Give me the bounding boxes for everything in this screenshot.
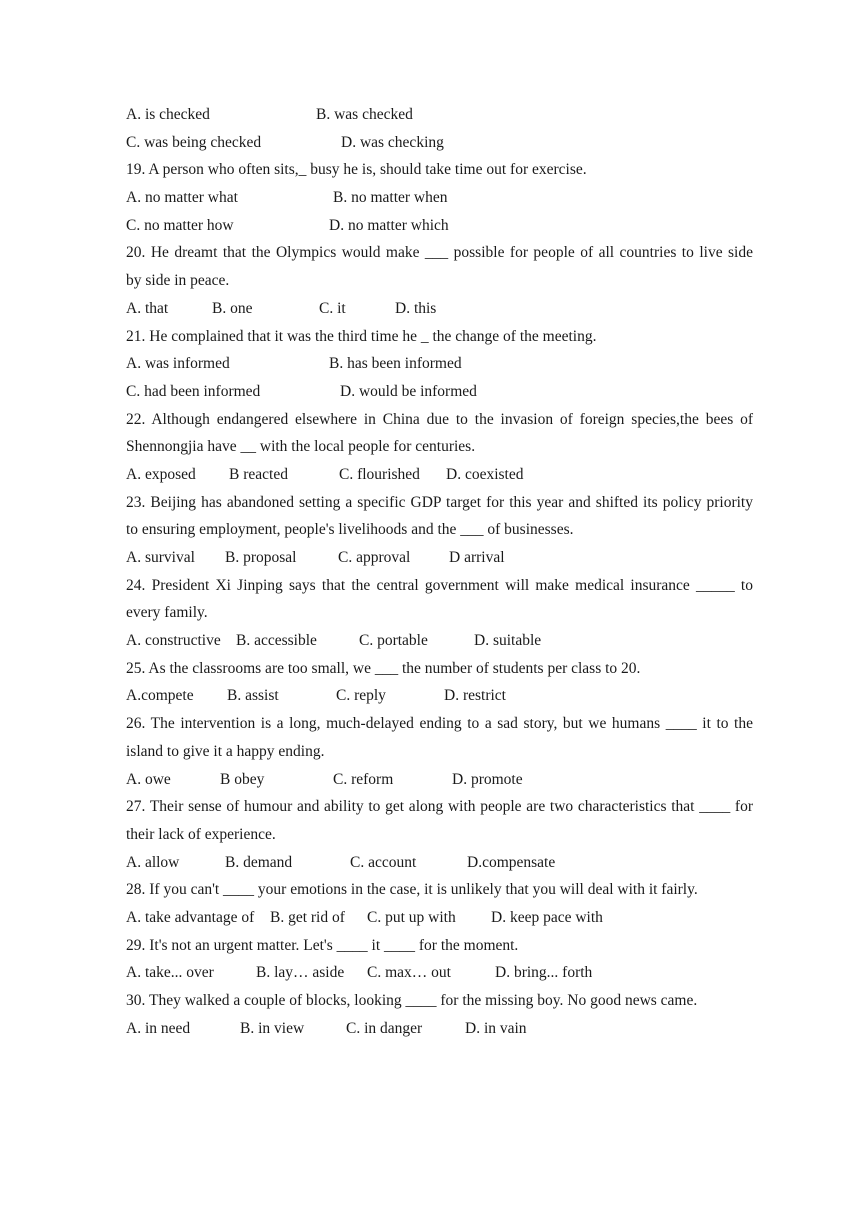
q23-stem-line-2: to ensuring employment, people's livelihoods and the ___ of businesses.	[126, 521, 574, 539]
q22-options-row	[126, 461, 753, 489]
q20-stem-line-1: 20. He dreamt that the Olympics would make ___ possible for people of all countries to live side	[126, 244, 753, 262]
q22-option-c: C. flourished	[339, 465, 420, 483]
q21-option-a: A. was informed	[126, 355, 230, 373]
q23-options-row	[126, 544, 753, 572]
q25-options-row	[126, 682, 753, 710]
q20-option-d: D. this	[395, 299, 437, 317]
q19-options-row-2	[126, 212, 753, 240]
q18-options-row-1	[126, 101, 753, 129]
q25-option-a: A.compete	[126, 687, 194, 705]
q24-option-c: C. portable	[359, 632, 428, 650]
q18-option-d: D. was checking	[341, 133, 444, 151]
q21-option-c: C. had been informed	[126, 382, 261, 400]
q24-stem-line-2: every family.	[126, 604, 208, 622]
q27-option-a: A. allow	[126, 853, 180, 871]
q25-stem: 25. As the classrooms are too small, we ___ the number of students per class to 20.	[126, 659, 641, 677]
q24-stem-line-1: 24. President Xi Jinping says that the central government will make medical insurance _____ to	[126, 576, 753, 594]
q30-option-b: B. in view	[240, 1019, 305, 1037]
q29-stem: 29. It's not an urgent matter. Let's ____ it ____ for the moment.	[126, 936, 519, 954]
q21-options-row-2	[126, 378, 753, 406]
q28-option-c: C. put up with	[367, 908, 456, 926]
q19-option-a: A. no matter what	[126, 189, 238, 207]
q25-option-d: D. restrict	[444, 687, 506, 705]
q24-option-d: D. suitable	[474, 632, 542, 650]
q27-option-d: D.compensate	[467, 853, 556, 871]
q27-option-b: B. demand	[225, 853, 293, 871]
q25-option-b: B. assist	[227, 687, 279, 705]
q24-option-b: B. accessible	[236, 632, 317, 650]
q23-option-b: B. proposal	[225, 549, 297, 566]
q27-option-c: C. account	[350, 853, 417, 871]
q21-option-d: D. would be informed	[340, 382, 477, 400]
q19-option-b: B. no matter when	[333, 189, 448, 207]
q27-stem-line-2: their lack of experience.	[126, 825, 276, 843]
q18-option-a: A. is checked	[126, 106, 210, 123]
q28-option-a: A. take advantage of	[126, 908, 255, 926]
q22-option-a: A. exposed	[126, 465, 196, 483]
q28-stem: 28. If you can't ____ your emotions in the case, it is unlikely that you will deal with it fairly.	[126, 881, 698, 899]
q24-options-row	[126, 627, 753, 655]
q24-option-a: A. constructive	[126, 632, 221, 650]
q23-option-d: D arrival	[449, 549, 505, 566]
q28-option-d: D. keep pace with	[491, 908, 603, 926]
q18-option-b: B. was checked	[316, 106, 413, 123]
q25-option-c: C. reply	[336, 687, 386, 705]
q19-stem: 19. A person who often sits,_ busy he is, should take time out for exercise.	[126, 161, 587, 179]
q21-options-row-1	[126, 350, 753, 378]
q26-options-row	[126, 766, 753, 794]
q19-option-c: C. no matter how	[126, 216, 234, 234]
q30-option-d: D. in vain	[465, 1019, 527, 1037]
q30-stem: 30. They walked a couple of blocks, looking ____ for the missing boy. No good news came.	[126, 992, 698, 1009]
q28-option-b: B. get rid of	[270, 908, 345, 926]
q18-option-c: C. was being checked	[126, 133, 262, 151]
q20-stem-line-2: by side in peace.	[126, 272, 230, 290]
q30-option-c: C. in danger	[346, 1019, 423, 1037]
q22-option-b: B reacted	[229, 465, 288, 483]
q27-stem-line-1: 27. Their sense of humour and ability to get along with people are two characteristics that ____ for	[126, 798, 753, 816]
q18-options-row-2	[126, 129, 753, 157]
q23-stem-line-1: 23. Beijing has abandoned setting a specific GDP target for this year and shifted its policy priority	[126, 493, 753, 511]
q26-option-b: B obey	[220, 770, 265, 788]
q29-options-row	[126, 959, 753, 987]
q27-options-row	[126, 849, 753, 877]
q21-option-b: B. has been informed	[329, 355, 462, 373]
q29-option-c: C. max… out	[367, 964, 451, 982]
q23-option-c: C. approval	[338, 549, 411, 566]
q30-options-row	[126, 1015, 753, 1043]
q22-stem-line-1: 22. Although endangered elsewhere in China due to the invasion of foreign species,the bees of	[126, 410, 753, 428]
q26-option-a: A. owe	[126, 770, 171, 788]
q21-stem: 21. He complained that it was the third time he _ the change of the meeting.	[126, 327, 597, 345]
q26-stem-line-2: island to give it a happy ending.	[126, 742, 325, 760]
q23-option-a: A. survival	[126, 549, 195, 566]
q20-option-a: A. that	[126, 299, 169, 317]
q29-option-b: B. lay… aside	[256, 964, 345, 982]
q29-option-d: D. bring... forth	[495, 964, 593, 982]
q20-options-row	[126, 295, 753, 323]
q19-option-d: D. no matter which	[329, 216, 449, 234]
q20-option-c: C. it	[319, 299, 346, 317]
q29-option-a: A. take... over	[126, 964, 214, 982]
q30-option-a: A. in need	[126, 1019, 191, 1037]
q26-option-d: D. promote	[452, 770, 523, 788]
q26-stem-line-1: 26. The intervention is a long, much-delayed ending to a sad story, but we humans ____ it to the	[126, 715, 753, 733]
question-list	[126, 101, 753, 1042]
q28-options-row	[126, 904, 753, 932]
q19-options-row-1	[126, 184, 753, 212]
q22-option-d: D. coexisted	[446, 465, 524, 483]
q26-option-c: C. reform	[333, 770, 394, 788]
q22-stem-line-2: Shennongjia have __ with the local people for centuries.	[126, 438, 476, 456]
q20-option-b: B. one	[212, 299, 253, 317]
